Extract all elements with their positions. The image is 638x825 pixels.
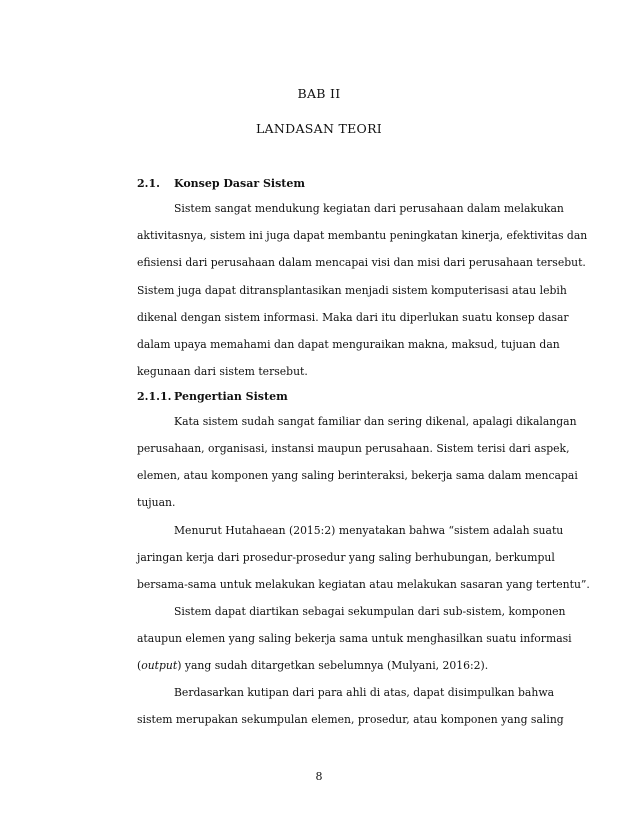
paragraph-line: dikenal dengan sistem informasi. Maka dari itu diperlukan suatu konsep dasar: [137, 311, 569, 324]
section-heading-2-1-1: [137, 390, 288, 403]
paragraph-line: Berdasarkan kutipan dari para ahli di atas, dapat disimpulkan bahwa: [174, 686, 555, 699]
paragraph-line: Menurut Hutahaean (2015:2) menyatakan bahwa “sistem adalah suatu: [174, 524, 564, 537]
paragraph-line: ataupun elemen yang saling bekerja sama untuk menghasilkan suatu informasi: [137, 632, 572, 645]
italic-term: output: [141, 659, 178, 672]
chapter-title: LANDASAN TEORI: [255, 121, 383, 136]
paragraph-line: efisiensi dari perusahaan dalam mencapai visi dan misi dari perusahaan tersebut.: [137, 256, 586, 269]
paragraph-line: Kata sistem sudah sangat familiar dan sering dikenal, apalagi dikalangan: [174, 415, 577, 428]
section-title: Pengertian Sistem: [174, 390, 288, 403]
paragraph-line-with-italic: [137, 659, 529, 673]
open-paren: (: [137, 659, 142, 672]
paragraph-line: bersama-sama untuk melakukan kegiatan atau melakukan sasaran yang tertentu”.: [137, 578, 590, 591]
section-heading-2-1: [137, 177, 305, 190]
paragraph-line: sistem merupakan sekumpulan elemen, prosedur, atau komponen yang saling: [137, 713, 564, 726]
chapter-label: BAB II: [297, 86, 341, 101]
paragraph-line: perusahaan, organisasi, instansi maupun perusahaan. Sistem terisi dari aspek,: [137, 442, 570, 455]
section-number: 2.1.1.: [137, 390, 172, 403]
paragraph-line: aktivitasnya, sistem ini juga dapat membantu peningkatan kinerja, efektivitas dan: [137, 229, 588, 242]
paragraph-line: dalam upaya memahami dan dapat menguraikan makna, maksud, tujuan dan: [137, 338, 560, 351]
page-number: 8: [315, 770, 323, 783]
paragraph-line: kegunaan dari sistem tersebut.: [137, 365, 308, 378]
paragraph-line: Sistem juga dapat ditransplantasikan menjadi sistem komputerisasi atau lebih: [137, 284, 567, 297]
paragraph-line: tujuan.: [137, 496, 176, 509]
paragraph-line: Sistem sangat mendukung kegiatan dari perusahaan dalam melakukan: [174, 202, 564, 215]
section-number: 2.1.: [137, 177, 160, 190]
paragraph-line: jaringan kerja dari prosedur-prosedur yang saling berhubungan, berkumpul: [137, 551, 555, 564]
line-rest: ) yang sudah ditargetkan sebelumnya (Mulyani, 2016:2).: [177, 659, 489, 672]
paragraph-line: elemen, atau komponen yang saling berinteraksi, bekerja sama dalam mencapai: [137, 469, 578, 482]
section-title: Konsep Dasar Sistem: [174, 177, 306, 190]
paragraph-line: Sistem dapat diartikan sebagai sekumpulan dari sub-sistem, komponen: [174, 605, 566, 618]
